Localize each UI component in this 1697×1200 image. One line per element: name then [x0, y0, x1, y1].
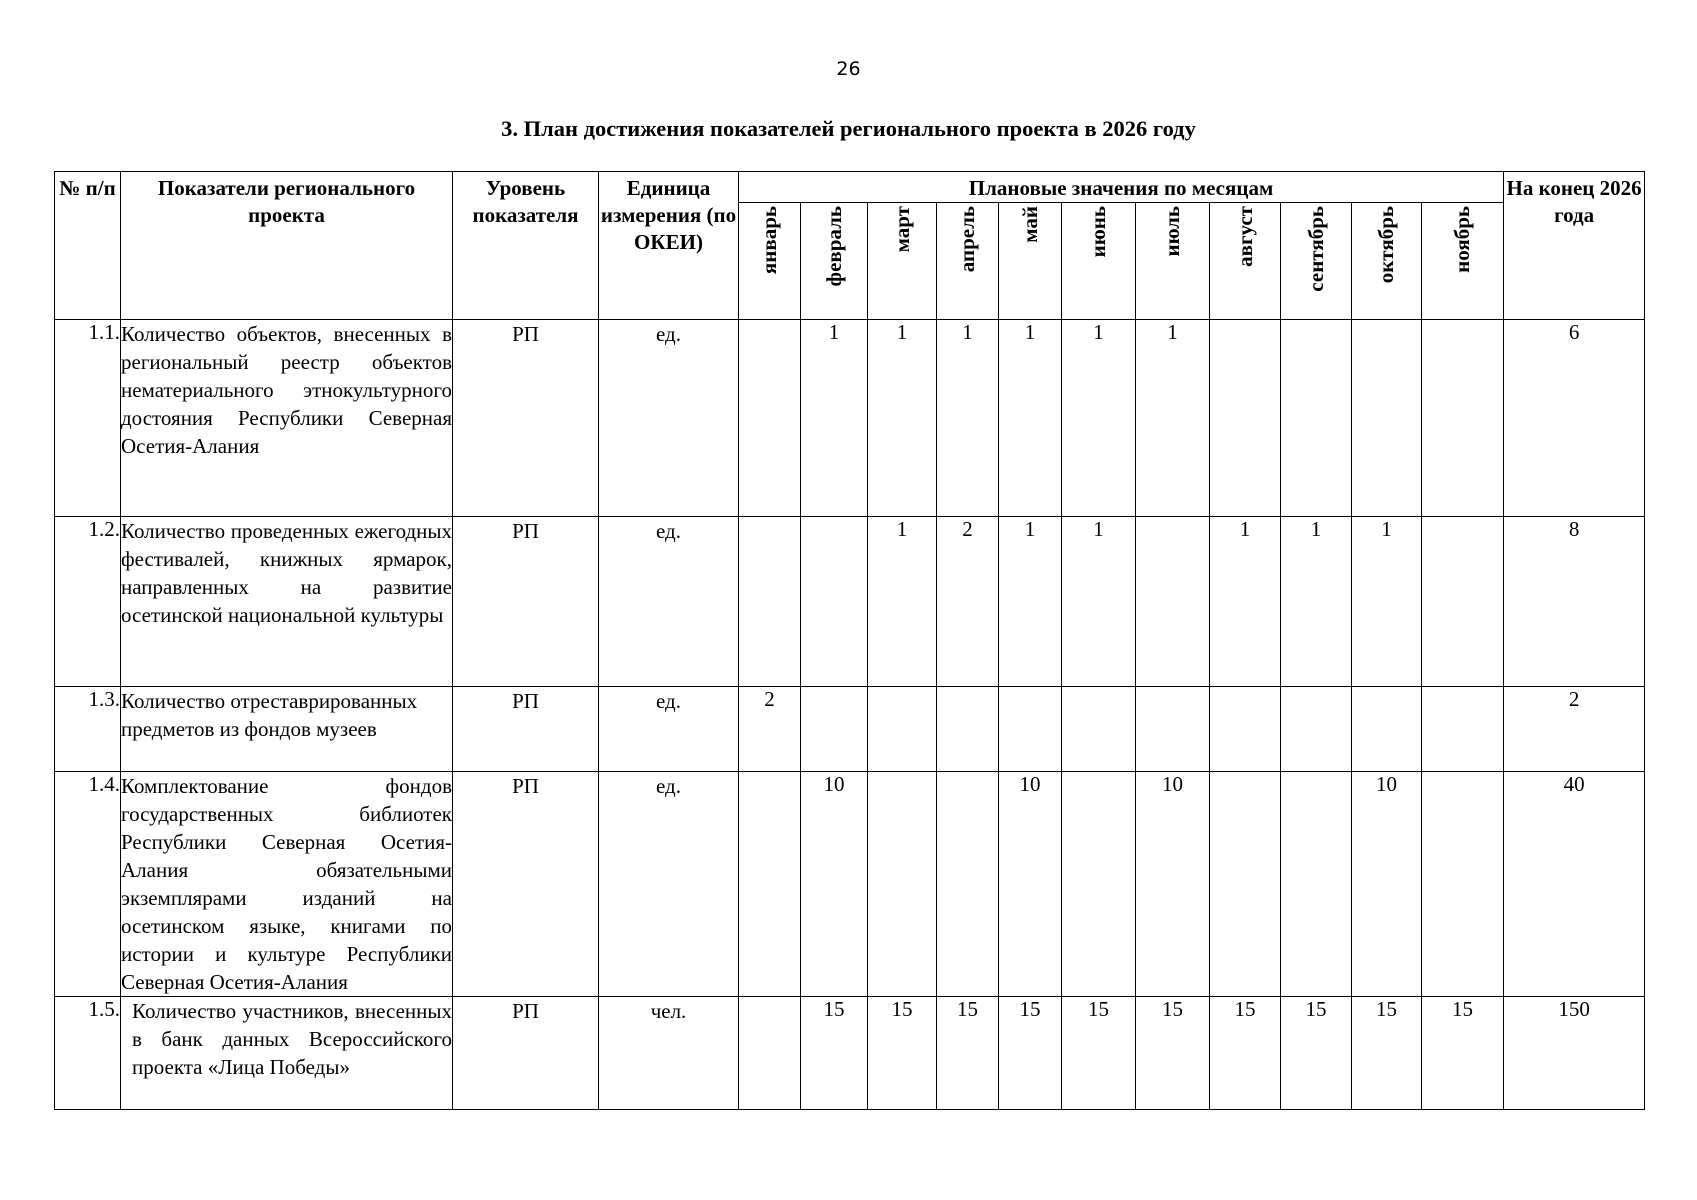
- header-month: [1210, 203, 1281, 320]
- month-value: 10: [1352, 772, 1422, 997]
- month-value: 2: [739, 687, 801, 772]
- row-number: 1.1.: [55, 320, 121, 517]
- month-value: 1: [1062, 320, 1136, 517]
- month-value: 10: [801, 772, 868, 997]
- month-value: 1: [868, 517, 937, 687]
- month-value: [1352, 320, 1422, 517]
- header-month: [801, 203, 868, 320]
- indicators-plan-table: [54, 171, 1645, 1110]
- month-value: [1422, 517, 1504, 687]
- header-month: [999, 203, 1062, 320]
- month-value: 1: [1352, 517, 1422, 687]
- table-row: [55, 320, 1645, 517]
- indicator-name: Количество проведенных ежегодных фестивалей, книжных ярмарок, направленных на развитие осетинской национальной культуры: [121, 517, 453, 687]
- month-value: 15: [801, 997, 868, 1110]
- month-value: 1: [868, 320, 937, 517]
- month-value: [1136, 517, 1210, 687]
- month-value: [1062, 772, 1136, 997]
- month-value: [937, 687, 999, 772]
- header-month: [1281, 203, 1352, 320]
- month-label: январь: [757, 206, 781, 275]
- month-value: 15: [1422, 997, 1504, 1110]
- month-value: [868, 772, 937, 997]
- month-label: март: [889, 206, 914, 253]
- row-number: 1.5.: [55, 997, 121, 1110]
- total-value: 40: [1504, 772, 1645, 997]
- month-label: апрель: [955, 206, 979, 273]
- row-number: 1.2.: [55, 517, 121, 687]
- month-label: май: [1017, 206, 1042, 243]
- month-value: [739, 320, 801, 517]
- table-row: [55, 517, 1645, 687]
- month-value: [937, 772, 999, 997]
- month-value: [868, 687, 937, 772]
- header-level: Уровень показателя: [453, 172, 599, 320]
- header-month: [1422, 203, 1504, 320]
- indicator-name: Количество объектов, внесенных в региональный реестр объектов нематериального этнокультурного достояния Республики Северная Осетия-Алания: [121, 320, 453, 517]
- month-value: 15: [1281, 997, 1352, 1110]
- month-label: август: [1232, 206, 1257, 267]
- month-value: 15: [1136, 997, 1210, 1110]
- month-value: 10: [999, 772, 1062, 997]
- month-label: февраль: [821, 206, 846, 287]
- month-value: 15: [1210, 997, 1281, 1110]
- month-value: 15: [868, 997, 937, 1110]
- header-month: [1136, 203, 1210, 320]
- document-title: 3. План достижения показателей регионального проекта в 2026 году: [501, 116, 1196, 141]
- month-value: [1352, 687, 1422, 772]
- month-value: 1: [999, 517, 1062, 687]
- month-value: 15: [1062, 997, 1136, 1110]
- indicator-name: Количество участников, внесенных в банк данных Всероссийского проекта «Лица Победы»: [121, 997, 453, 1110]
- indicator-name: Количество отреставрированных предметов из фондов музеев: [121, 687, 453, 772]
- indicator-level: РП: [453, 687, 599, 772]
- page-number: 26: [836, 58, 861, 80]
- row-number: 1.4.: [55, 772, 121, 997]
- total-value: 2: [1504, 687, 1645, 772]
- header-row: [55, 172, 1645, 203]
- month-value: [1210, 687, 1281, 772]
- total-value: 150: [1504, 997, 1645, 1110]
- indicator-unit: ед.: [599, 772, 739, 997]
- month-label: ноябрь: [1450, 206, 1475, 273]
- month-value: [999, 687, 1062, 772]
- table-row: [55, 772, 1645, 997]
- month-value: [1062, 687, 1136, 772]
- header-total: На конец 2026 года: [1504, 172, 1645, 320]
- month-label: июль: [1160, 206, 1184, 257]
- month-value: [1210, 320, 1281, 517]
- indicator-unit: ед.: [599, 320, 739, 517]
- month-label: октябрь: [1374, 206, 1398, 284]
- month-value: [801, 517, 868, 687]
- month-value: 1: [937, 320, 999, 517]
- month-value: [1281, 320, 1352, 517]
- month-value: 15: [1352, 997, 1422, 1110]
- month-value: 1: [1062, 517, 1136, 687]
- month-value: [1210, 772, 1281, 997]
- month-value: 2: [937, 517, 999, 687]
- month-value: [1422, 772, 1504, 997]
- table-row: [55, 687, 1645, 772]
- total-value: 6: [1504, 320, 1645, 517]
- month-value: 15: [999, 997, 1062, 1110]
- indicator-level: РП: [453, 320, 599, 517]
- month-value: [739, 517, 801, 687]
- indicator-level: РП: [453, 517, 599, 687]
- month-value: [801, 687, 868, 772]
- header-indicator: Показатели регионального проекта: [121, 172, 453, 320]
- month-value: 1: [999, 320, 1062, 517]
- indicator-level: РП: [453, 772, 599, 997]
- month-value: [1281, 772, 1352, 997]
- header-month: [937, 203, 999, 320]
- indicator-name: Комплектование фондов государственных библиотек Республики Северная Осетия-Алания обязательными экземплярами изданий на осетинском языке, книгами по истории и культуре Республики Северная Осетия-Алания: [121, 772, 453, 997]
- indicator-level: РП: [453, 997, 599, 1110]
- row-number: 1.3.: [55, 687, 121, 772]
- header-month: [1062, 203, 1136, 320]
- month-value: [739, 997, 801, 1110]
- month-value: 10: [1136, 772, 1210, 997]
- total-value: 8: [1504, 517, 1645, 687]
- header-month: [1352, 203, 1422, 320]
- header-unit: Единица измерения (по ОКЕИ): [599, 172, 739, 320]
- month-value: 1: [1136, 320, 1210, 517]
- month-value: 1: [801, 320, 868, 517]
- month-label: июнь: [1086, 206, 1110, 258]
- month-label: сентябрь: [1303, 206, 1328, 292]
- header-num: № п/п: [55, 172, 121, 320]
- header-month: [739, 203, 801, 320]
- month-value: 1: [1281, 517, 1352, 687]
- month-value: [1136, 687, 1210, 772]
- table-row: [55, 997, 1645, 1110]
- header-month: [868, 203, 937, 320]
- indicator-unit: ед.: [599, 687, 739, 772]
- header-planned-values: Плановые значения по месяцам: [739, 172, 1504, 203]
- month-value: [1422, 687, 1504, 772]
- month-value: [739, 772, 801, 997]
- month-value: [1422, 320, 1504, 517]
- indicator-unit: чел.: [599, 997, 739, 1110]
- month-value: [1281, 687, 1352, 772]
- indicator-unit: ед.: [599, 517, 739, 687]
- month-value: 15: [937, 997, 999, 1110]
- month-value: 1: [1210, 517, 1281, 687]
